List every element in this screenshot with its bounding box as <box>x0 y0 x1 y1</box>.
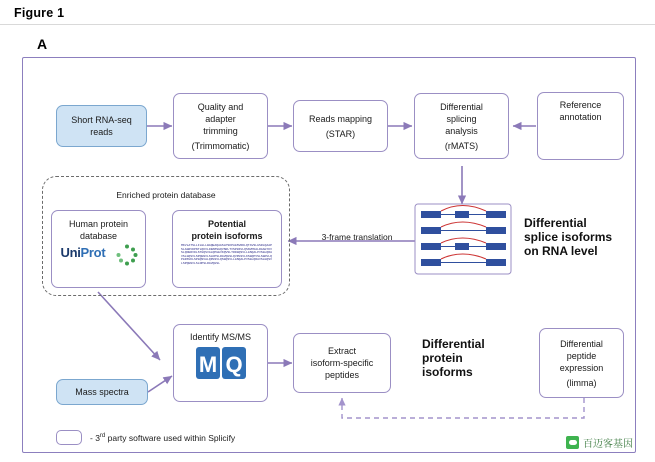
node-reference-annotation[interactable] <box>537 92 624 160</box>
node-differential-splicing-analysis[interactable] <box>414 93 509 159</box>
node-identify-msms[interactable] <box>173 324 268 402</box>
uniprot-dots-icon <box>115 243 139 267</box>
quality-line-4: (Trimmomatic) <box>191 140 250 151</box>
protein-isoforms-line-3: isoforms <box>422 365 473 379</box>
panel-letter-a: A <box>37 36 48 52</box>
legend-suffix: party software used within Splicify <box>105 433 236 443</box>
label-differential-splice-isoforms-rna <box>524 216 650 258</box>
protein-sequence-text: MKVLATSLLFLGLLWAQEAQAGSLPSKPAGSVRDLQTAVSLGSRLQAAPSLAGRVDPNTLQKVLDRAMSGQVSRLTVSPGSVLQSNVPDALRAAGYKVSLQNGRVDLSTGQSVALQPGEVKQVSLTRDGQSVLLGSQALPVSGLQRAVSLGQSVLSPQGNVLSLDPSLRAVQGSLQVPGSVLKSGQPVSLSGNVLQPGDSVKLSPGQSVALQPGSVLQSGQSVLLGSQALPVSGLQRAVSLGQSVLSPQGNVLSLDPSLRAVQGSL <box>181 243 272 265</box>
mass-spectra-label: Mass spectra <box>75 387 129 397</box>
human-db-line-1: Human protein <box>68 219 129 229</box>
watermark-text: 百迈客基因 <box>583 439 633 450</box>
quality-line-2: adapter <box>205 113 236 124</box>
limma-line-2: peptide <box>566 350 597 361</box>
node-potential-protein-isoforms[interactable] <box>172 210 282 288</box>
enriched-protein-database-title: Enriched protein database <box>116 190 216 200</box>
uniprot-prot: Prot <box>80 245 106 260</box>
limma-line-3: expression <box>559 362 604 373</box>
splice-isoforms-line-3: on RNA level <box>524 244 598 258</box>
legend-swatch <box>56 430 82 445</box>
uniprot-logo <box>57 242 141 268</box>
svg-text:Q: Q <box>224 352 243 377</box>
limma-line-4: (limma) <box>566 377 597 388</box>
figure-rule <box>0 24 655 25</box>
reference-line-2: annotation <box>559 112 602 122</box>
potential-isoforms-line-1: Potential <box>207 219 246 229</box>
node-quality-adapter-trimming[interactable] <box>173 93 268 159</box>
splice-isoforms-line-2: splice isoforms <box>524 230 613 244</box>
protein-isoforms-line-1: Differential <box>422 337 485 351</box>
uniprot-logo-text <box>61 247 106 259</box>
splice-isoforms-line-1: Differential <box>524 216 587 230</box>
reads-mapping-line-2: (STAR) <box>325 128 356 139</box>
legend-sup: rd <box>99 433 106 440</box>
splicing-line-4: (rMATS) <box>444 140 479 151</box>
node-differential-peptide-expression[interactable] <box>539 328 624 398</box>
reference-line-1: Reference <box>559 100 602 110</box>
extract-line-1: Extract <box>327 346 356 356</box>
wechat-icon <box>566 436 579 449</box>
figure-label: Figure 1 <box>14 6 65 20</box>
extract-line-2: isoform-specific <box>310 358 374 368</box>
splicing-line-3: analysis <box>445 125 478 136</box>
protein-isoforms-line-2: protein <box>422 351 463 365</box>
node-extract-isoform-specific-peptides[interactable] <box>293 333 391 393</box>
legend-text <box>90 433 235 443</box>
node-mass-spectra[interactable] <box>56 379 148 405</box>
identify-msms-label: Identify MS/MS <box>189 332 252 342</box>
node-reads-mapping[interactable] <box>293 100 388 152</box>
node-short-rna-seq-reads[interactable] <box>56 105 147 147</box>
reads-mapping-line-1: Reads mapping <box>308 113 373 124</box>
quality-line-1: Quality and <box>197 101 244 112</box>
splicing-line-1: Differential <box>440 101 483 112</box>
quality-line-3: trimming <box>203 125 238 136</box>
label-differential-protein-isoforms <box>422 337 532 379</box>
node-human-protein-database[interactable] <box>51 210 146 288</box>
limma-line-1: Differential <box>560 338 603 349</box>
human-db-line-2: database <box>79 231 118 241</box>
watermark <box>566 435 633 450</box>
legend-prefix: - 3 <box>90 433 100 443</box>
extract-line-3: peptides <box>324 370 359 380</box>
label-3-frame-translation: 3-frame translation <box>321 232 393 242</box>
maxquant-logo-icon <box>195 343 247 383</box>
svg-text:M: M <box>198 352 217 377</box>
uniprot-uni: Uni <box>60 245 81 260</box>
splicing-line-2: splicing <box>446 113 477 124</box>
short-reads-line-2: reads <box>90 127 113 137</box>
potential-isoforms-line-2: protein isoforms <box>191 231 263 241</box>
short-reads-line-1: Short RNA-seq <box>71 115 132 125</box>
